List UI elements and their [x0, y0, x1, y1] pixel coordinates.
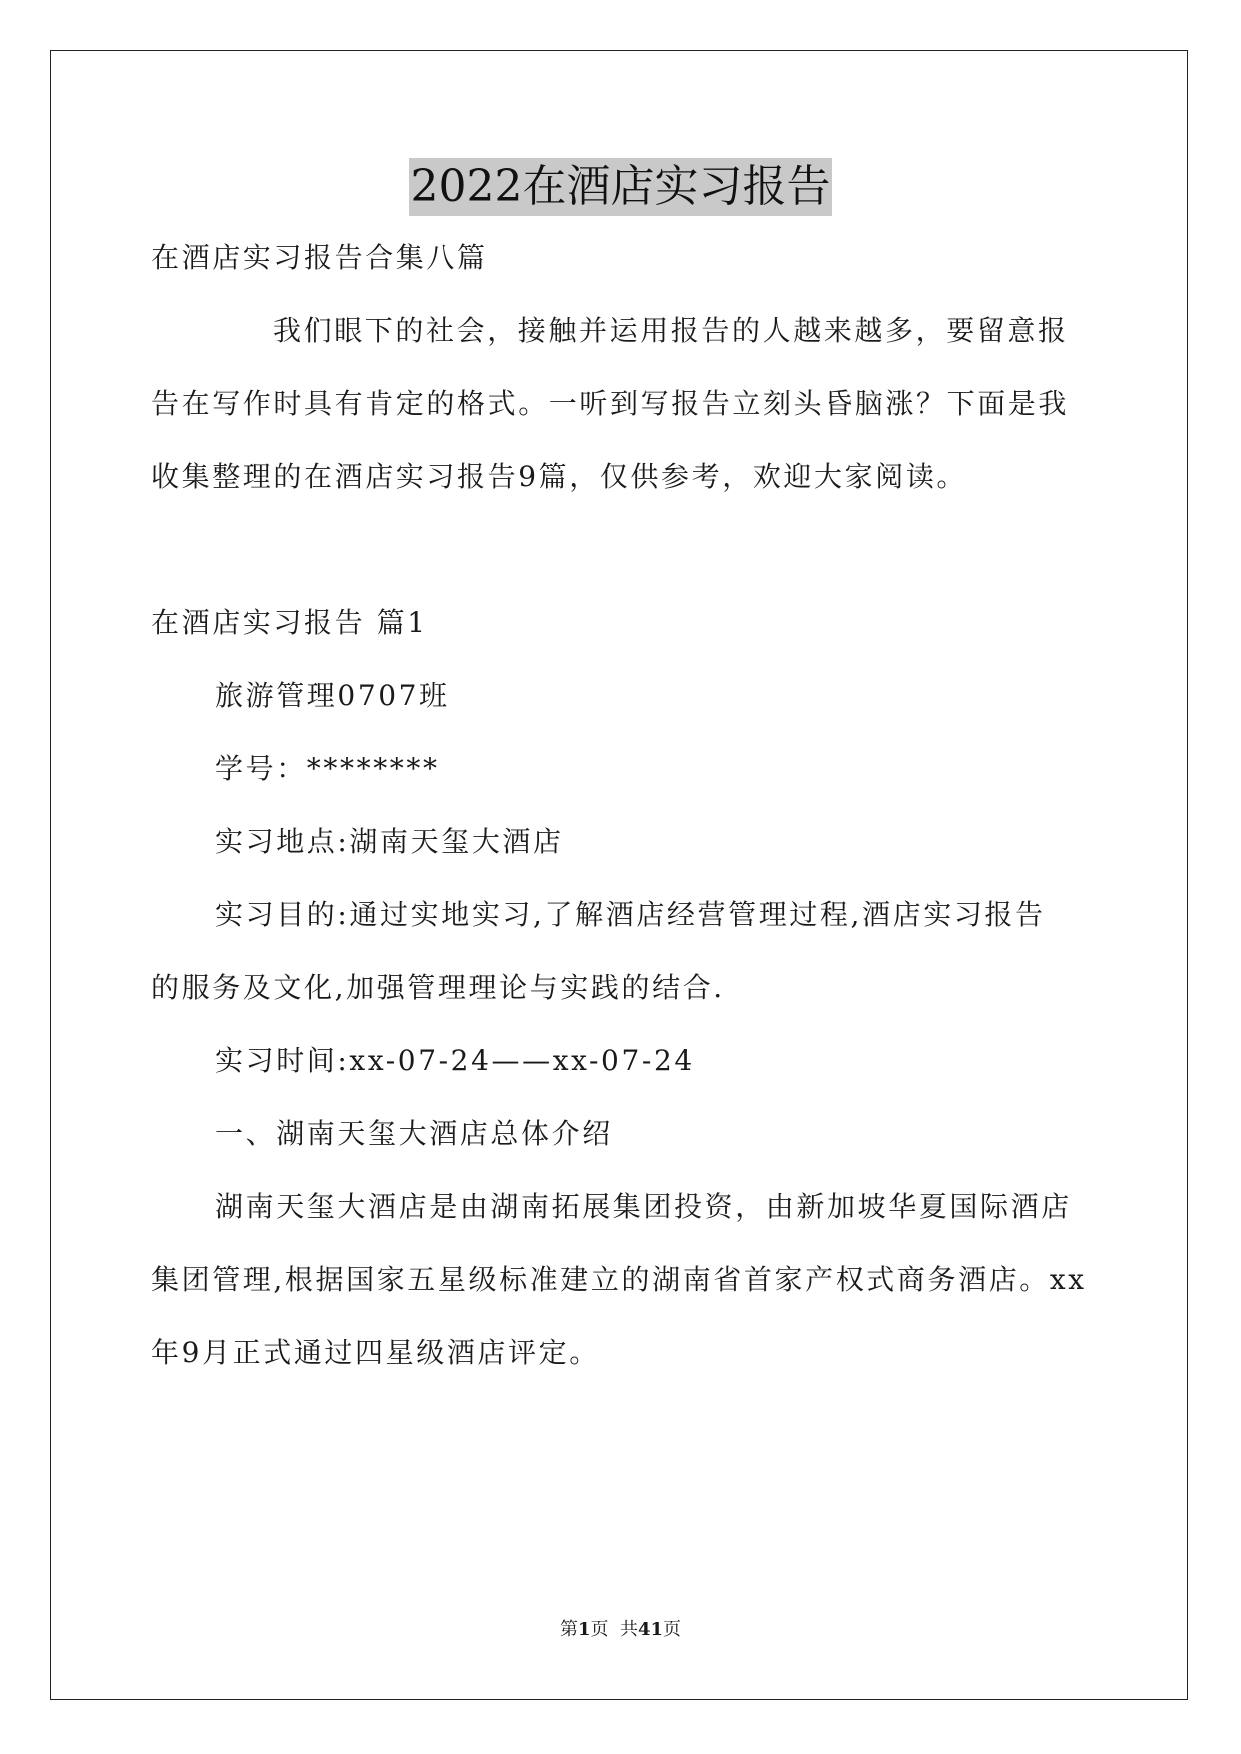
document-subtitle: 在酒店实习报告合集八篇	[151, 241, 488, 274]
document-title: 2022在酒店实习报告	[409, 158, 833, 216]
part-heading: 一、湖南天玺大酒店总体介绍	[215, 1117, 613, 1150]
intro-line-3: 收集整理的在酒店实习报告9篇，仅供参考，欢迎大家阅读。	[151, 460, 968, 493]
body-line-1: 湖南天玺大酒店是由湖南拓展集团投资，由新加坡华夏国际酒店	[215, 1190, 1072, 1223]
purpose-line-2: 的服务及文化,加强管理理论与实践的结合.	[151, 971, 725, 1004]
student-id: 学号：********	[215, 752, 440, 785]
footer-suffix: 页	[663, 1619, 682, 1640]
class-line: 旅游管理0707班	[215, 679, 450, 712]
internship-time: 实习时间:xx-07-24——xx-07-24	[215, 1044, 695, 1077]
footer-total-pages: 41	[637, 1619, 664, 1640]
body-line-3: 年9月正式通过四星级酒店评定。	[151, 1336, 600, 1369]
footer-prefix: 第	[559, 1619, 578, 1640]
body-line-2: 集团管理,根据国家五星级标准建立的湖南省首家产权式商务酒店。xx	[151, 1263, 1087, 1296]
footer-page-number: 1	[577, 1619, 591, 1640]
section-heading: 在酒店实习报告 篇1	[151, 606, 428, 639]
purpose-line-1: 实习目的:通过实地实习,了解酒店经营管理过程,酒店实习报告	[215, 898, 1046, 931]
page-footer	[0, 1618, 1241, 1642]
internship-location: 实习地点:湖南天玺大酒店	[215, 825, 564, 858]
page-border	[50, 50, 1188, 1700]
intro-line-2: 告在写作时具有肯定的格式。一听到写报告立刻头昏脑涨？下面是我	[151, 387, 1070, 420]
intro-line-1: 我们眼下的社会，接触并运用报告的人越来越多，要留意报	[273, 314, 1069, 347]
title-container	[0, 158, 1241, 216]
footer-middle: 页 共	[590, 1619, 638, 1640]
